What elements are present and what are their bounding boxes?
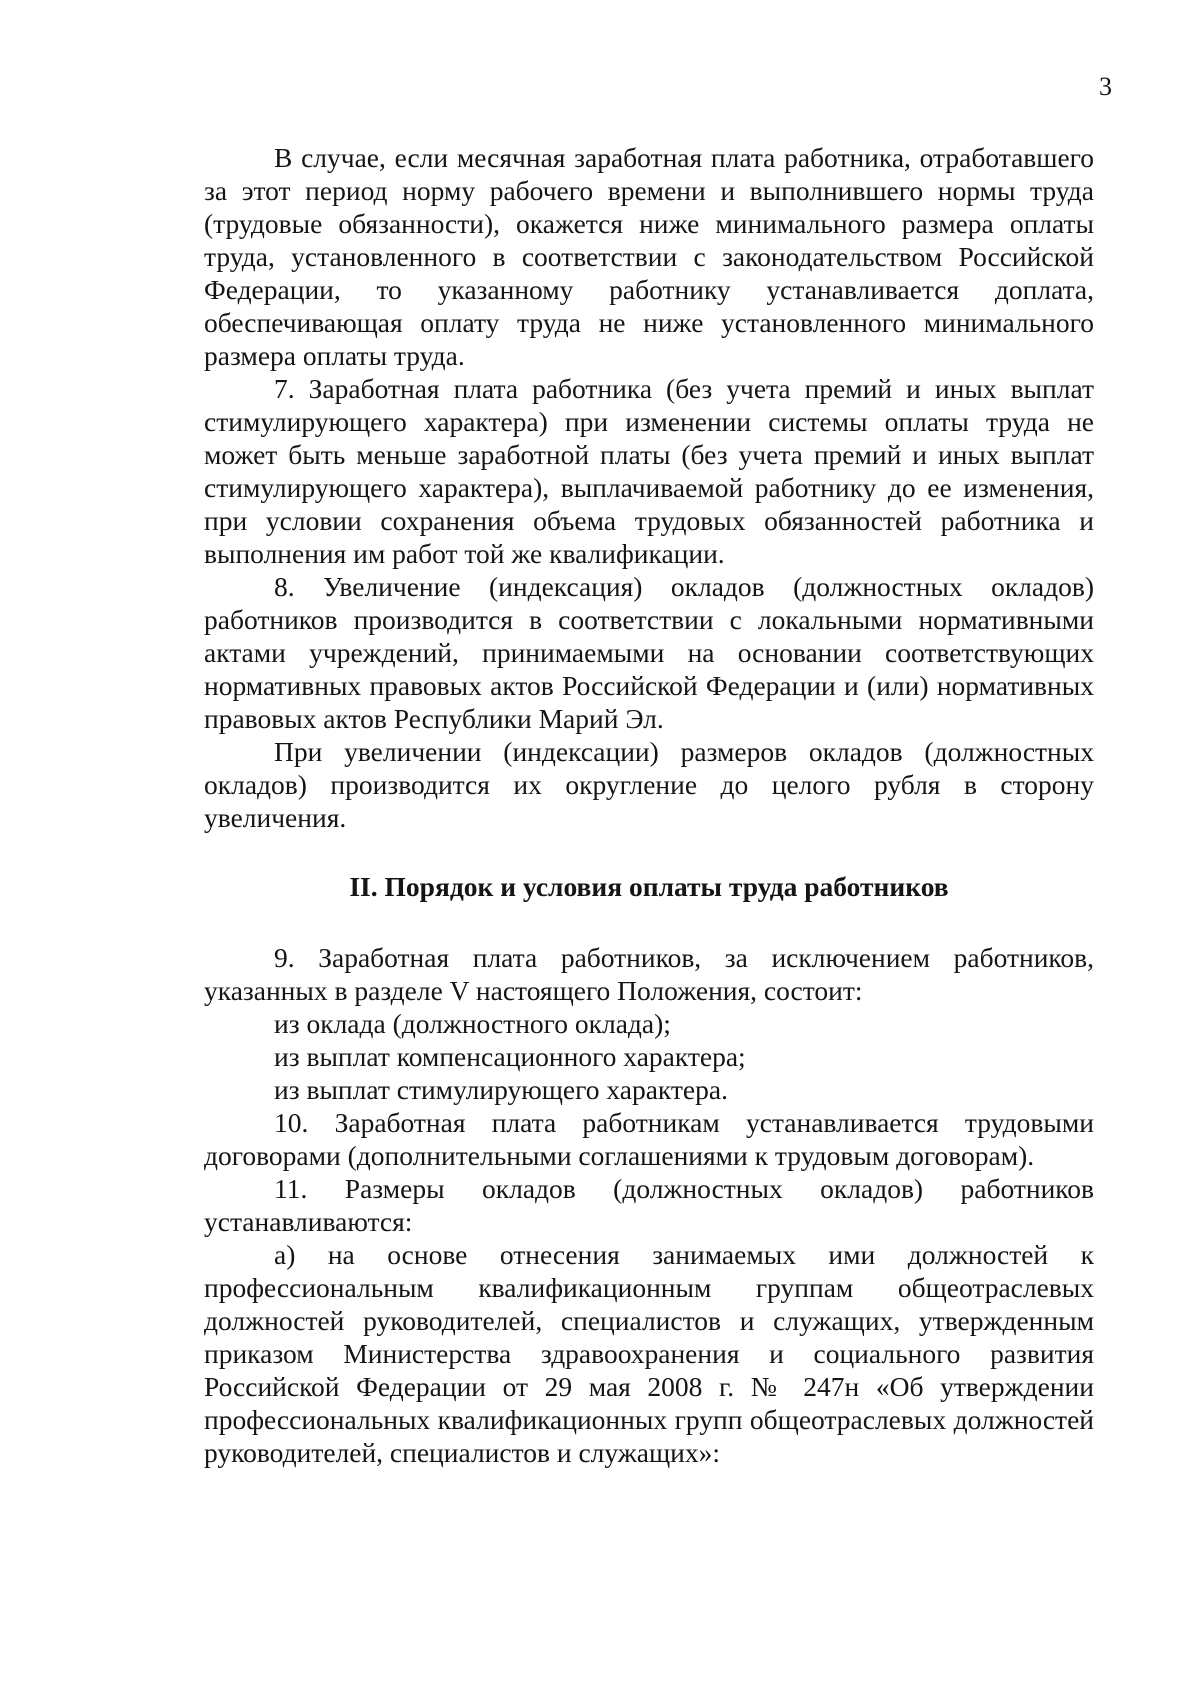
paragraph-minimum-wage-supplement: В случае, если месячная заработная плата работника, отработавшего за этот период норму рабочего времени и выполнившего нормы труда (трудовые обязанности), окажется ниже минимального размера оплаты труда, установленного в соответствии с законодательством Российской Федерации, то указанному работнику устанавливается доплата, обеспечивающая оплату труда не ниже установленного минимального размера оплаты труда. — [204, 142, 1094, 371]
paragraph-10: 10. Заработная плата работникам устанавливается трудовыми договорами (дополнительными соглашениями к трудовым договорам). — [204, 1107, 1094, 1171]
page-number: 3 — [1099, 72, 1112, 101]
paragraph-11: 11. Размеры окладов (должностных окладов) работников устанавливаются: — [204, 1173, 1094, 1237]
paragraph-11-a: а) на основе отнесения занимаемых ими должностей к профессиональным квалификационным группам общеотраслевых должностей руководителей, специалистов и служащих, утвержденным приказом Министерства здравоохранения и социального развития Российской Федерации от 29 мая 2008 г. № 247н «Об утверждении профессиональных квалификационных групп общеотраслевых должностей руководителей, специалистов и служащих»: — [204, 1239, 1094, 1468]
list-item-incentive-payments: из выплат стимулирующего характера. — [274, 1074, 728, 1105]
list-item-base-salary: из оклада (должностного оклада); — [274, 1008, 671, 1039]
section-heading: II. Порядок и условия оплаты труда работников — [349, 871, 949, 902]
document-body — [204, 141, 1094, 1469]
paragraph-9: 9. Заработная плата работников, за исключением работников, указанных в разделе V настоящего Положения, состоит: — [204, 942, 1094, 1006]
paragraph-7: 7. Заработная плата работника (без учета премий и иных выплат стимулирующего характера) при изменении системы оплаты труда не может быть меньше заработной платы (без учета премий и иных выплат стимулирующего характера), выплачиваемой работнику до ее изменения, при условии сохранения объема трудовых обязанностей работника и выполнения им работ той же квалификации. — [204, 373, 1094, 569]
paragraph-8: 8. Увеличение (индексация) окладов (должностных окладов) работников производится в соответствии с локальными нормативными актами учреждений, принимаемыми на основании соответствующих нормативных правовых актов Российской Федерации и (или) нормативных правовых актов Республики Марий Эл. — [204, 571, 1094, 734]
paragraph-indexation-rounding: При увеличении (индексации) размеров окладов (должностных окладов) производится их округление до целого рубля в сторону увеличения. — [204, 736, 1094, 833]
list-item-compensation-payments: из выплат компенсационного характера; — [274, 1041, 746, 1072]
